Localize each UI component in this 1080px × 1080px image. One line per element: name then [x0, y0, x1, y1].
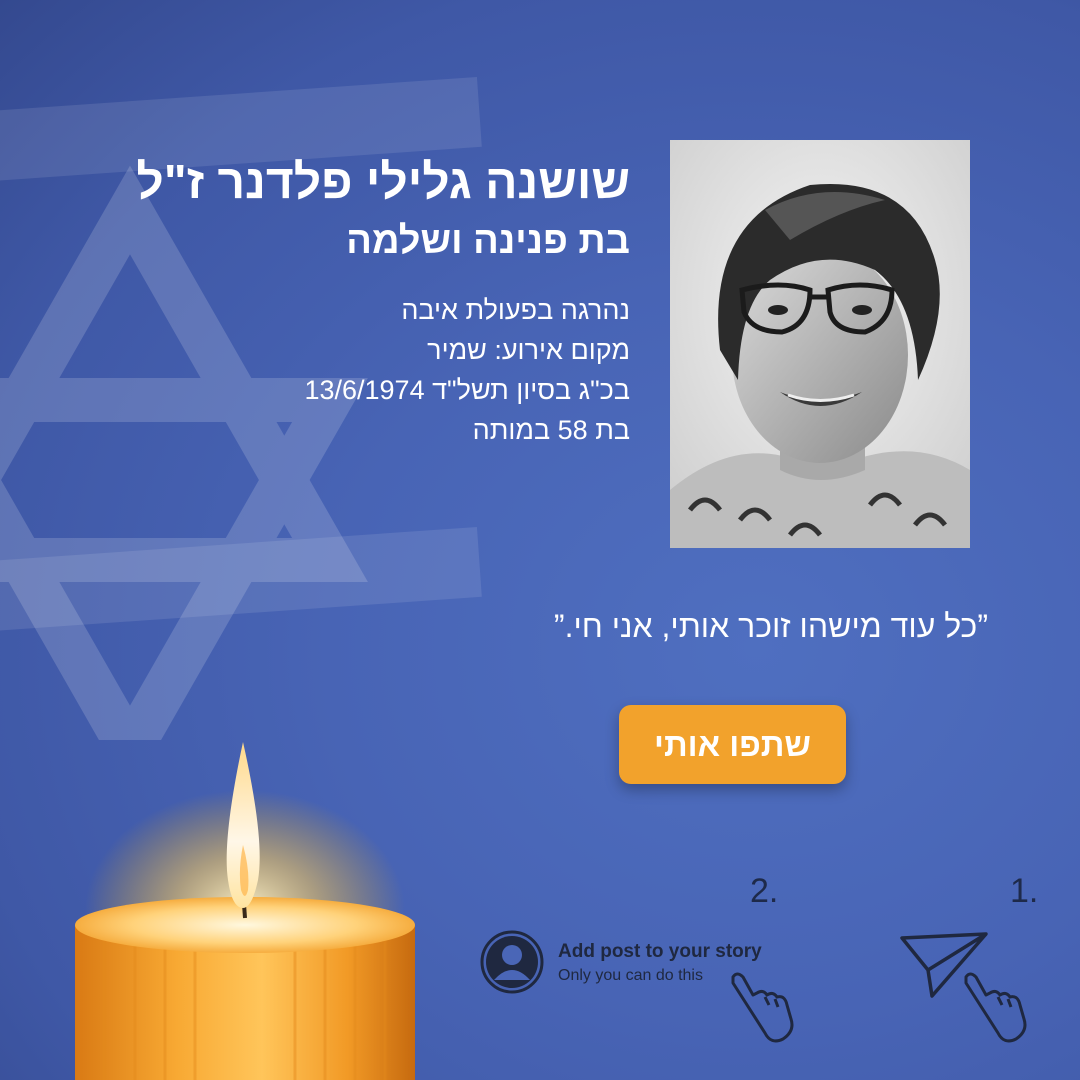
- portrait-photo: [670, 140, 970, 548]
- detail-date: בכ"ג בסיון תשל"ד 13/6/1974: [304, 375, 630, 405]
- share-button[interactable]: שתפו אותי: [619, 705, 846, 784]
- tap-hand-icon: [958, 965, 1048, 1055]
- detail-location: מקום אירוע: שמיר: [427, 335, 630, 365]
- add-story-subtitle: Only you can do this: [558, 967, 703, 984]
- memorial-name: שושנה גלילי פלדנר ז"ל: [136, 156, 630, 209]
- detail-cause: נהרגה בפעולת איבה: [401, 295, 630, 325]
- profile-avatar-icon: [480, 930, 544, 994]
- candle-icon: [60, 730, 430, 1080]
- detail-age: בת 58 במותה: [472, 415, 630, 445]
- memorial-parents: בת פנינה ושלמה: [346, 220, 630, 262]
- memorial-details: [304, 290, 630, 450]
- memorial-quote: ”כל עוד מישהו זוכר אותי, אני חי.”: [553, 608, 988, 644]
- step-1-label: 1.: [1010, 872, 1039, 910]
- add-story-title: Add post to your story: [558, 941, 762, 962]
- tap-hand-icon: [725, 965, 815, 1055]
- step-2-label: 2.: [750, 872, 779, 910]
